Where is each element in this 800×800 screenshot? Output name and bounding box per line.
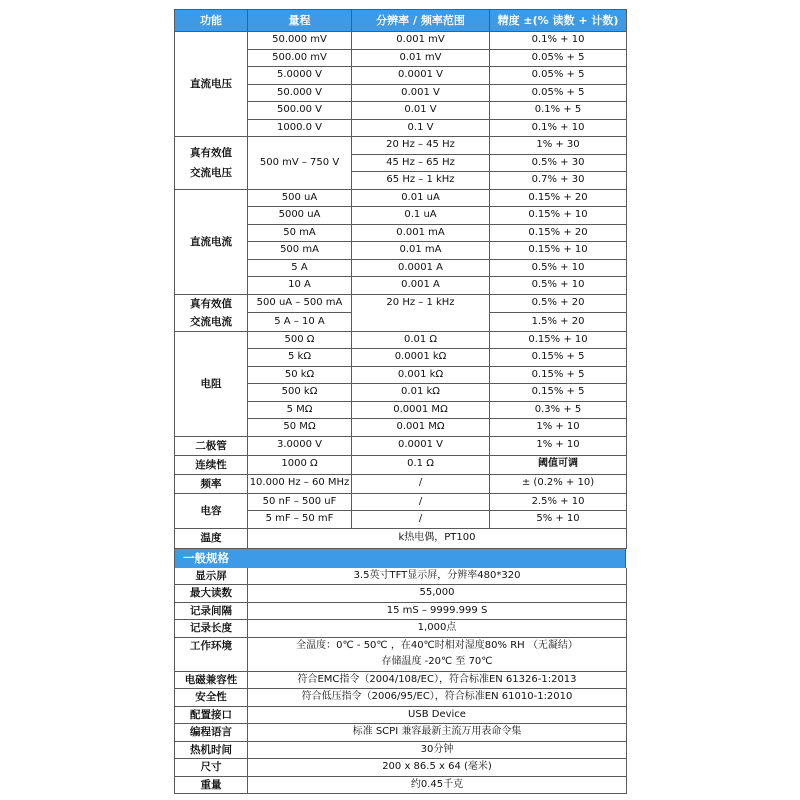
function-resistance: 电阻 bbox=[175, 331, 248, 436]
spec-value: 符合EMC指令（2004/108/EC），符合标准EN 61326-1:2013 bbox=[248, 671, 627, 689]
function-frequency: 频率 bbox=[175, 474, 248, 493]
spec-value: 55,000 bbox=[248, 585, 627, 603]
range-cell: 5000 uA bbox=[248, 207, 352, 225]
range-cell: 5 A bbox=[248, 259, 352, 277]
range-cell: 500.00 V bbox=[248, 102, 352, 120]
table-row bbox=[175, 585, 627, 603]
range-cell: 50 kΩ bbox=[248, 366, 352, 384]
table-row bbox=[175, 637, 627, 654]
spec-value: 1,000点 bbox=[248, 620, 627, 638]
table-row bbox=[175, 294, 627, 313]
spec-label: 编程语言 bbox=[175, 724, 248, 742]
spec-label-environment: 工作环境 bbox=[175, 637, 248, 671]
table-row bbox=[175, 436, 627, 455]
resolution-cell: 0.0001 V bbox=[352, 436, 490, 455]
accuracy-cell: 0.15% + 10 bbox=[490, 207, 627, 225]
accuracy-cell: 2.5% + 10 bbox=[490, 493, 627, 511]
resolution-cell: 0.001 MΩ bbox=[352, 419, 490, 437]
function-ac-voltage bbox=[175, 137, 248, 190]
resolution-cell: 0.1 Ω bbox=[352, 455, 490, 474]
table-row bbox=[175, 724, 627, 742]
resolution-cell: 0.1 uA bbox=[352, 207, 490, 225]
range-cell: 500 mV – 750 V bbox=[248, 137, 352, 190]
resolution-cell: 0.0001 MΩ bbox=[352, 401, 490, 419]
temperature-value: k热电偶，PT100 bbox=[248, 528, 627, 548]
spec-label: 最大读数 bbox=[175, 585, 248, 603]
accuracy-cell: 1% + 10 bbox=[490, 436, 627, 455]
range-cell: 500 kΩ bbox=[248, 384, 352, 402]
spec-value: 3.5英寸TFT显示屏，分辨率480*320 bbox=[248, 568, 627, 585]
function-dc-current: 直流电流 bbox=[175, 189, 248, 294]
accuracy-cell: 0.15% + 5 bbox=[490, 366, 627, 384]
function-label-line2: 交流电流 bbox=[190, 315, 232, 328]
resolution-cell: 0.001 mA bbox=[352, 224, 490, 242]
resolution-cell: 0.001 V bbox=[352, 84, 490, 102]
measurement-table bbox=[174, 9, 627, 549]
spec-value: 标准 SCPI 兼容最新主流万用表命令集 bbox=[248, 724, 627, 742]
spec-label: 记录间隔 bbox=[175, 602, 248, 620]
resolution-cell: / bbox=[352, 493, 490, 511]
function-label-line1: 真有效值 bbox=[190, 146, 232, 159]
range-cell: 10.000 Hz – 60 MHz bbox=[248, 474, 352, 493]
resolution-cell: / bbox=[352, 511, 490, 529]
range-cell: 5 mF – 50 mF bbox=[248, 511, 352, 529]
table-row bbox=[175, 493, 627, 511]
function-capacitance: 电容 bbox=[175, 493, 248, 528]
function-dc-voltage: 直流电压 bbox=[175, 32, 248, 137]
spec-label: 记录长度 bbox=[175, 620, 248, 638]
range-cell: 5 MΩ bbox=[248, 401, 352, 419]
table-row bbox=[175, 671, 627, 689]
resolution-cell: / bbox=[352, 474, 490, 493]
spec-label: 安全性 bbox=[175, 689, 248, 707]
function-label-line2: 交流电压 bbox=[190, 166, 232, 179]
spec-value-environment-line2: 存储温度 -20℃ 至 70℃ bbox=[248, 654, 627, 671]
resolution-cell: 0.01 uA bbox=[352, 189, 490, 207]
general-spec-table bbox=[174, 568, 627, 795]
accuracy-cell: 0.1% + 5 bbox=[490, 102, 627, 120]
range-cell: 50.000 mV bbox=[248, 32, 352, 50]
accuracy-cell: 1.5% + 20 bbox=[490, 313, 627, 332]
table-row bbox=[175, 776, 627, 794]
range-cell: 500 Ω bbox=[248, 331, 352, 349]
resolution-cell: 0.0001 kΩ bbox=[352, 349, 490, 367]
table-row bbox=[175, 706, 627, 724]
spec-value: 30分钟 bbox=[248, 741, 627, 759]
range-cell: 5 kΩ bbox=[248, 349, 352, 367]
accuracy-cell: 0.7% + 30 bbox=[490, 172, 627, 190]
spec-label: 热机时间 bbox=[175, 741, 248, 759]
range-cell: 500 uA – 500 mA bbox=[248, 294, 352, 313]
table-row bbox=[175, 189, 627, 207]
range-cell: 500 uA bbox=[248, 189, 352, 207]
spec-value-environment-line1: 全温度：0℃ - 50℃ ，在40℃时相对湿度80% RH （无凝结） bbox=[248, 637, 627, 654]
spec-label: 显示屏 bbox=[175, 568, 248, 585]
spec-sheet bbox=[174, 9, 626, 794]
table-row bbox=[175, 528, 627, 548]
function-continuity: 连续性 bbox=[175, 455, 248, 474]
resolution-cell: 0.1 V bbox=[352, 119, 490, 137]
spec-label: 重量 bbox=[175, 776, 248, 794]
function-temperature: 温度 bbox=[175, 528, 248, 548]
spec-value: 符合低压指令（2006/95/EC），符合标准EN 61010-1:2010 bbox=[248, 689, 627, 707]
range-cell: 1000 Ω bbox=[248, 455, 352, 474]
range-cell: 50 nF – 500 uF bbox=[248, 493, 352, 511]
table-row bbox=[175, 474, 627, 493]
function-ac-current bbox=[175, 294, 248, 331]
resolution-cell: 0.0001 V bbox=[352, 67, 490, 85]
table-row bbox=[175, 602, 627, 620]
range-cell: 5 A – 10 A bbox=[248, 313, 352, 332]
range-cell: 500 mA bbox=[248, 242, 352, 260]
resolution-cell: 20 Hz – 1 kHz bbox=[352, 294, 490, 331]
accuracy-cell: 1% + 10 bbox=[490, 419, 627, 437]
spec-value: 200 x 86.5 x 64 (毫米) bbox=[248, 759, 627, 777]
range-cell: 50.000 V bbox=[248, 84, 352, 102]
range-cell: 50 MΩ bbox=[248, 419, 352, 437]
table-row bbox=[175, 689, 627, 707]
accuracy-cell: 0.5% + 30 bbox=[490, 154, 627, 172]
range-cell: 1000.0 V bbox=[248, 119, 352, 137]
accuracy-cell: 0.15% + 5 bbox=[490, 384, 627, 402]
general-spec-title: 一般规格 bbox=[174, 549, 626, 568]
accuracy-cell: 5% + 10 bbox=[490, 511, 627, 529]
resolution-cell: 0.01 mV bbox=[352, 49, 490, 67]
accuracy-cell: 0.5% + 10 bbox=[490, 259, 627, 277]
table-row bbox=[175, 620, 627, 638]
resolution-cell: 65 Hz – 1 kHz bbox=[352, 172, 490, 190]
header-range: 量程 bbox=[248, 10, 352, 32]
resolution-cell: 45 Hz – 65 Hz bbox=[352, 154, 490, 172]
range-cell: 500.00 mV bbox=[248, 49, 352, 67]
resolution-cell: 0.0001 A bbox=[352, 259, 490, 277]
resolution-cell: 0.01 mA bbox=[352, 242, 490, 260]
table-row bbox=[175, 568, 627, 585]
resolution-cell: 0.01 Ω bbox=[352, 331, 490, 349]
spec-value: 约0.45千克 bbox=[248, 776, 627, 794]
function-label-line1: 真有效值 bbox=[190, 297, 232, 310]
accuracy-cell: 0.15% + 10 bbox=[490, 242, 627, 260]
table-row bbox=[175, 32, 627, 50]
accuracy-cell: 0.15% + 5 bbox=[490, 349, 627, 367]
spec-label: 尺寸 bbox=[175, 759, 248, 777]
range-cell: 3.0000 V bbox=[248, 436, 352, 455]
header-row bbox=[175, 10, 627, 32]
resolution-cell: 0.001 A bbox=[352, 277, 490, 295]
spec-label: 配置接口 bbox=[175, 706, 248, 724]
resolution-cell: 0.001 kΩ bbox=[352, 366, 490, 384]
accuracy-cell: 1% + 30 bbox=[490, 137, 627, 155]
header-accuracy: 精度 ±(% 读数 + 计数) bbox=[490, 10, 627, 32]
header-resolution: 分辨率 / 频率范围 bbox=[352, 10, 490, 32]
table-row bbox=[175, 759, 627, 777]
range-cell: 50 mA bbox=[248, 224, 352, 242]
accuracy-cell: 0.15% + 20 bbox=[490, 224, 627, 242]
range-cell: 5.0000 V bbox=[248, 67, 352, 85]
table-row bbox=[175, 331, 627, 349]
spec-value: 15 mS – 9999.999 S bbox=[248, 602, 627, 620]
accuracy-cell: 0.05% + 5 bbox=[490, 49, 627, 67]
spec-label: 电磁兼容性 bbox=[175, 671, 248, 689]
resolution-cell: 20 Hz – 45 Hz bbox=[352, 137, 490, 155]
function-diode: 二极管 bbox=[175, 436, 248, 455]
accuracy-cell: 0.3% + 5 bbox=[490, 401, 627, 419]
accuracy-cell: 0.5% + 10 bbox=[490, 277, 627, 295]
spec-value: USB Device bbox=[248, 706, 627, 724]
resolution-cell: 0.01 kΩ bbox=[352, 384, 490, 402]
accuracy-cell: 阈值可调 bbox=[490, 455, 627, 474]
accuracy-cell: 0.1% + 10 bbox=[490, 119, 627, 137]
accuracy-cell: 0.5% + 20 bbox=[490, 294, 627, 313]
accuracy-cell: 0.15% + 10 bbox=[490, 331, 627, 349]
accuracy-cell: 0.05% + 5 bbox=[490, 84, 627, 102]
header-function: 功能 bbox=[175, 10, 248, 32]
accuracy-cell: 0.15% + 20 bbox=[490, 189, 627, 207]
range-cell: 10 A bbox=[248, 277, 352, 295]
accuracy-cell: 0.1% + 10 bbox=[490, 32, 627, 50]
accuracy-cell: ± (0.2% + 10) bbox=[490, 474, 627, 493]
table-row bbox=[175, 137, 627, 155]
resolution-cell: 0.001 mV bbox=[352, 32, 490, 50]
table-row bbox=[175, 455, 627, 474]
resolution-cell: 0.01 V bbox=[352, 102, 490, 120]
table-row bbox=[175, 741, 627, 759]
accuracy-cell: 0.05% + 5 bbox=[490, 67, 627, 85]
